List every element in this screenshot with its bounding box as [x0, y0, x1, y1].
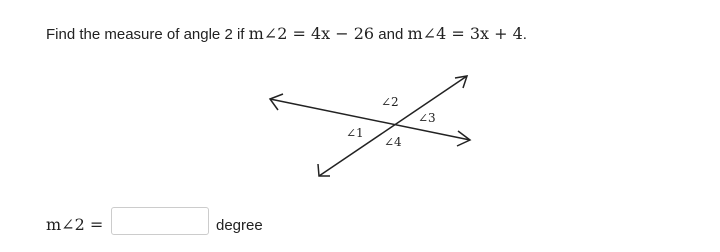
angle-1-label: ∠1: [346, 126, 364, 140]
question-prefix: Find the measure of angle 2 if: [46, 26, 249, 43]
line-diagonal: [319, 76, 467, 176]
answer-label: m∠2 =: [46, 215, 104, 234]
angle-3-label: ∠3: [418, 111, 436, 125]
question-suffix: .: [522, 26, 527, 43]
angle-2-label: ∠2: [381, 95, 399, 109]
expression-angle-2: m∠2 = 4x − 26: [248, 24, 375, 43]
angle-4-label: ∠4: [384, 135, 402, 149]
expression-angle-4: m∠4 = 3x + 4: [407, 24, 523, 43]
unit-label: degree: [216, 217, 263, 234]
line-horizontal: [270, 99, 470, 140]
answer-input[interactable]: [111, 207, 209, 235]
question-connector: and: [374, 26, 408, 43]
